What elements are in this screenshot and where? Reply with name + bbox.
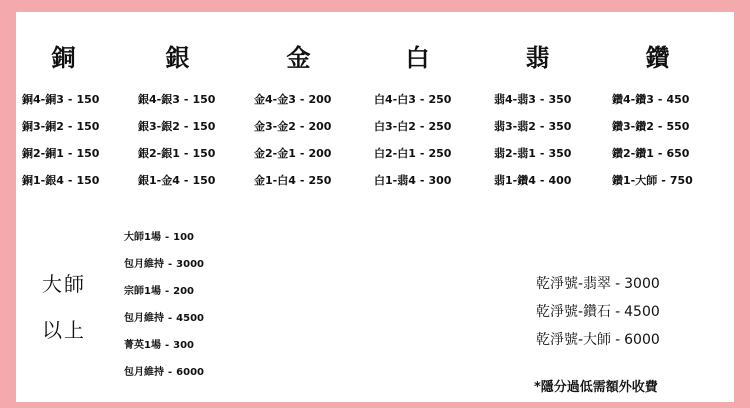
tier-diamond: 鑽 xyxy=(645,44,671,72)
price-row-value: 450 xyxy=(666,93,690,106)
package-label: 菁英1場 xyxy=(124,340,161,351)
package-price: 4500 xyxy=(176,313,204,324)
price-row-label: 白3-白2 xyxy=(374,120,416,133)
package-label: 宗師1場 xyxy=(124,286,161,297)
package-row xyxy=(124,338,324,365)
price-row xyxy=(374,119,494,146)
price-row xyxy=(612,92,732,119)
price-row-value: 250 xyxy=(428,120,452,133)
price-row xyxy=(138,92,258,119)
dash: - xyxy=(299,174,305,187)
dash: - xyxy=(67,174,73,187)
price-row xyxy=(612,173,732,200)
footnote: *隱分過低需額外收費 xyxy=(534,380,658,395)
price-row-label: 鑽4-鑽3 xyxy=(612,93,654,106)
price-column-gold xyxy=(254,92,374,200)
price-row xyxy=(494,119,614,146)
clean-account-label: 乾淨號-翡翠 xyxy=(536,276,612,292)
price-row-label: 白2-白1 xyxy=(374,147,416,160)
price-row-label: 翡1-鑽4 xyxy=(494,174,536,187)
price-row-label: 金2-金1 xyxy=(254,147,296,160)
price-row-label: 銅3-銅2 xyxy=(22,120,64,133)
price-row xyxy=(612,146,732,173)
dash: - xyxy=(168,367,173,378)
dash: - xyxy=(539,174,545,187)
dash: - xyxy=(539,93,545,106)
price-row-label: 金4-金3 xyxy=(254,93,296,106)
package-row xyxy=(124,311,324,338)
price-row xyxy=(494,173,614,200)
price-row-label: 銀1-金4 xyxy=(138,174,180,187)
dash: - xyxy=(183,93,189,106)
price-row-value: 250 xyxy=(428,147,452,160)
price-row-value: 200 xyxy=(308,120,332,133)
dash: - xyxy=(168,313,173,324)
clean-account-list xyxy=(536,274,736,358)
price-row-label: 銅4-銅3 xyxy=(22,93,64,106)
price-row xyxy=(22,173,142,200)
price-row-value: 250 xyxy=(308,174,332,187)
price-row-value: 400 xyxy=(548,174,572,187)
master-heading: 大師 xyxy=(42,272,86,296)
clean-account-price: 6000 xyxy=(624,332,660,348)
package-price: 3000 xyxy=(176,259,204,270)
dash: - xyxy=(67,93,73,106)
price-row-label: 翡3-翡2 xyxy=(494,120,536,133)
price-row-value: 150 xyxy=(192,93,216,106)
price-row-label: 鑽2-鑽1 xyxy=(612,147,654,160)
price-row-label: 白4-白3 xyxy=(374,93,416,106)
dash: - xyxy=(67,147,73,160)
package-label: 包月維持 xyxy=(124,313,164,324)
dash: - xyxy=(615,276,621,292)
clean-account-price: 3000 xyxy=(624,276,660,292)
dash: - xyxy=(419,174,425,187)
price-row-value: 650 xyxy=(666,147,690,160)
dash: - xyxy=(164,286,170,297)
tier-platinum: 白 xyxy=(405,44,431,72)
price-row xyxy=(138,119,258,146)
package-price: 200 xyxy=(173,286,194,297)
price-row xyxy=(612,119,732,146)
package-row xyxy=(124,257,324,284)
price-row-value: 150 xyxy=(192,147,216,160)
price-row-label: 翡4-翡3 xyxy=(494,93,536,106)
price-row xyxy=(254,119,374,146)
price-column-bronze xyxy=(22,92,142,200)
dash: - xyxy=(657,147,663,160)
price-row-label: 銀4-銀3 xyxy=(138,93,180,106)
price-row-value: 200 xyxy=(308,147,332,160)
package-label: 大師1場 xyxy=(124,232,161,243)
price-row-value: 150 xyxy=(76,93,100,106)
tier-header-row xyxy=(16,38,734,78)
price-row xyxy=(22,119,142,146)
price-card xyxy=(16,12,734,402)
price-row-value: 300 xyxy=(428,174,452,187)
price-row-value: 150 xyxy=(76,120,100,133)
price-row-value: 350 xyxy=(548,147,572,160)
package-price: 300 xyxy=(173,340,194,351)
price-row-label: 銀2-銀1 xyxy=(138,147,180,160)
dash: - xyxy=(539,120,545,133)
package-label: 包月維持 xyxy=(124,259,164,270)
package-price: 100 xyxy=(173,232,194,243)
price-row-value: 200 xyxy=(308,93,332,106)
price-row-label: 銀3-銀2 xyxy=(138,120,180,133)
package-row xyxy=(124,284,324,311)
package-label: 包月維持 xyxy=(124,367,164,378)
price-column-emerald xyxy=(494,92,614,200)
price-row xyxy=(374,146,494,173)
price-column-platinum xyxy=(374,92,494,200)
price-row xyxy=(374,173,494,200)
dash: - xyxy=(419,93,425,106)
dash: - xyxy=(419,120,425,133)
dash: - xyxy=(539,147,545,160)
dash: - xyxy=(299,120,305,133)
price-row xyxy=(22,146,142,173)
dash: - xyxy=(657,93,663,106)
clean-account-label: 乾淨號-鑽石 xyxy=(536,304,612,320)
price-row xyxy=(254,92,374,119)
dash: - xyxy=(183,120,189,133)
dash: - xyxy=(164,340,170,351)
price-row xyxy=(494,92,614,119)
tier-bronze: 銅 xyxy=(51,44,77,72)
price-row-value: 150 xyxy=(192,120,216,133)
dash: - xyxy=(299,93,305,106)
price-row-label: 金1-白4 xyxy=(254,174,296,187)
master-subheading: 以上 xyxy=(42,318,86,342)
tier-gold: 金 xyxy=(286,44,312,72)
price-row-label: 翡2-翡1 xyxy=(494,147,536,160)
price-column-silver xyxy=(138,92,258,200)
price-row-label: 鑽3-鑽2 xyxy=(612,120,654,133)
price-row xyxy=(254,146,374,173)
price-row xyxy=(254,173,374,200)
package-row xyxy=(124,230,324,257)
tier-silver: 銀 xyxy=(165,44,191,72)
price-row-label: 銅2-銅1 xyxy=(22,147,64,160)
clean-account-label: 乾淨號-大師 xyxy=(536,332,612,348)
clean-account-row xyxy=(536,330,736,358)
package-row xyxy=(124,365,324,392)
dash: - xyxy=(183,174,189,187)
price-row xyxy=(374,92,494,119)
dash: - xyxy=(299,147,305,160)
clean-account-row xyxy=(536,274,736,302)
dash: - xyxy=(661,174,666,187)
dash: - xyxy=(67,120,73,133)
clean-account-row xyxy=(536,302,736,330)
price-row-value: 250 xyxy=(428,93,452,106)
price-row-value: 750 xyxy=(669,174,693,187)
clean-account-price: 4500 xyxy=(624,304,660,320)
dash: - xyxy=(419,147,425,160)
price-row-value: 150 xyxy=(76,174,100,187)
master-packages xyxy=(124,230,324,392)
price-column-diamond xyxy=(612,92,732,200)
package-price: 6000 xyxy=(176,367,204,378)
price-row-value: 150 xyxy=(76,147,100,160)
price-row xyxy=(494,146,614,173)
price-row-label: 金3-金2 xyxy=(254,120,296,133)
dash: - xyxy=(615,304,621,320)
dash: - xyxy=(615,332,621,348)
price-row-value: 150 xyxy=(192,174,216,187)
dash: - xyxy=(183,147,189,160)
dash: - xyxy=(168,259,173,270)
price-row-label: 鑽1-大師 xyxy=(612,174,658,187)
price-row-value: 350 xyxy=(548,93,572,106)
price-row xyxy=(22,92,142,119)
dash: - xyxy=(657,120,663,133)
price-row-value: 350 xyxy=(548,120,572,133)
tier-emerald: 翡 xyxy=(525,44,551,72)
price-row-label: 銅1-銀4 xyxy=(22,174,64,187)
dash: - xyxy=(164,232,170,243)
price-row-value: 550 xyxy=(666,120,690,133)
price-row xyxy=(138,146,258,173)
price-row-label: 白1-翡4 xyxy=(374,174,416,187)
price-row xyxy=(138,173,258,200)
